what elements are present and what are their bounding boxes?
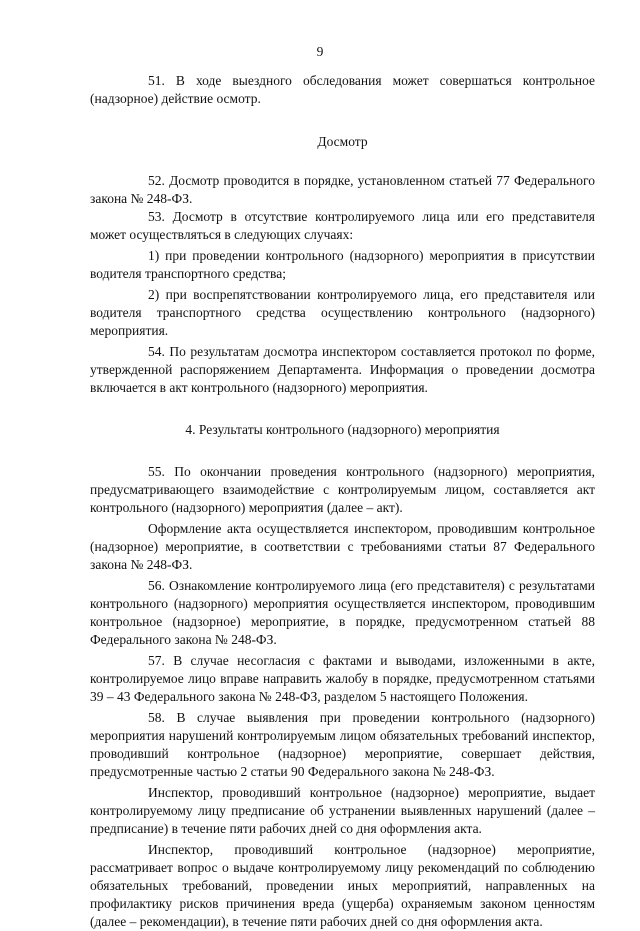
paragraph-57: 57. В случае несогласия с фактами и выводами, изложенными в акте, контролируемое лицо вправе направить жалобу в порядке, предусмотренном статьями 39 – 43 Федерального закона № 248-ФЗ, разделом 5 настоящего Положения. [90,653,595,704]
document-body [90,72,595,931]
paragraph-51: 51. В ходе выездного обследования может совершаться контрольное (надзорное) действие осмотр. [90,73,595,106]
paragraph-52: 52. Досмотр проводится в порядке, установленном статьей 77 Федерального закона № 248-ФЗ. [90,173,595,206]
paragraph-55-act: Оформление акта осуществляется инспектором, проводившим контрольное (надзорное) мероприятие, в соответствии с требованиями статьи 87 Федерального закона № 248-ФЗ. [90,521,595,572]
paragraph-58: 58. В случае выявления при проведении контрольного (надзорного) мероприятия нарушений контролируемым лицом обязательных требований инспектор, проводивший контрольное (надзорное) мероприятие, совершает действия, предусмотренные частью 2 статьи 90 Федерального закона № 248-ФЗ. [90,710,595,779]
paragraph-58-order: Инспектор, проводивший контрольное (надзорное) мероприятие, выдает контролируемому лицу предписание об устранении выявленных нарушений (далее – предписание) в течение пяти рабочих дней со дня оформления акта. [90,785,595,836]
page-number: 9 [316,44,324,59]
paragraph-58-recommendations: Инспектор, проводивший контрольное (надзорное) мероприятие, рассматривает вопрос о выдаче контролируемому лицу рекомендаций по соблюдению обязательных требований, проведении иных мероприятий, направленных на профилактику рисков причинения вреда (ущерба) охраняемым законом ценностям (далее – рекомендации), в течение пяти рабочих дней со дня оформления акта. [90,842,595,929]
section-heading-inspection: Досмотр [317,134,368,149]
paragraph-54: 54. По результатам досмотра инспектором составляется протокол по форме, утвержденной распоряжением Департамента. Информация о проведении досмотра включается в акт контрольного (надзорного) мероприятия. [90,344,595,395]
paragraph-53: 53. Досмотр в отсутствие контролируемого лица или его представителя может осуществляться в следующих случаях: [90,209,595,242]
section-heading-results: 4. Результаты контрольного (надзорного) мероприятия [185,422,500,437]
list-item-2: 2) при воспрепятствовании контролируемого лица, его представителя или водителя транспортного средства осуществлению контрольного (надзорного) мероприятия. [90,287,595,338]
list-item-1: 1) при проведении контрольного (надзорного) мероприятия в присутствии водителя транспортного средства; [90,248,595,281]
paragraph-56: 56. Ознакомление контролируемого лица (его представителя) с результатами контрольного (надзорного) мероприятия осуществляется инспектором, проводившим контрольное (надзорное) мероприятие, в порядке, предусмотренном статьей 88 Федерального закона № 248-ФЗ. [90,578,595,647]
paragraph-55: 55. По окончании проведения контрольного (надзорного) мероприятия, предусматривающего взаимодействие с контролируемым лицом, составляется акт контрольного (надзорного) мероприятия (далее – акт). [90,464,595,515]
